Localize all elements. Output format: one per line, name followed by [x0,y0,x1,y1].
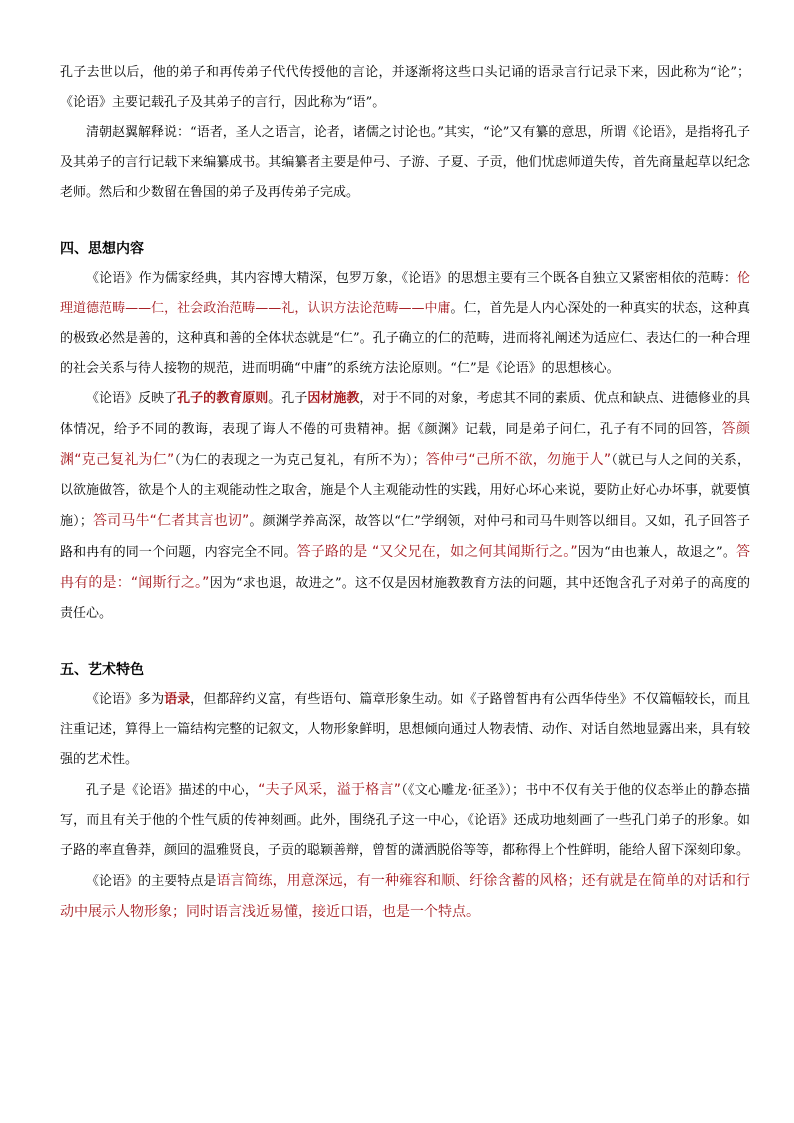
text-run: （为仁的表现之一为克己复礼，有所不为）； [174,453,426,468]
highlight-education-principle: 孔子的教育原则 [177,391,269,406]
text-run: 。孔子 [268,391,308,406]
highlight-answer-yan-yuan: 答颜渊“克己复礼为仁” [60,421,750,468]
text-run: ，但都辞约义富，有些语句、篇章形象生动。如《子路曾皙冉有公西华侍坐》不仅篇幅较长，而且注重记述，算得上一篇结构完整的记叙文，人物形象鲜明，思想倾向通过人物表情、动作、对话自然地显露出来，具有较强的艺术性。 [60,692,750,767]
paragraph-main-features [60,866,750,928]
paragraph-text: 清朝赵翼解释说：“语者，圣人之语言，论者，诸儒之讨论也。”其实，“论”又有纂的意思，所谓《论语》，是指将孔子及其弟子的言行记载下来编纂成书。其编纂者主要是仲弓、子游、子夏、子贡，他们忧虑师道失传，首先商量起草以纪念老师。然后和少数留在鲁国的弟子及再传弟子完成。 [60,125,750,200]
text-run: （就已与人之间的关系，以欲施做答，欲是个人的主观能动性之取舍，施是个人主观能动性的实践，用好心坏心来说，要防止好心办坏事，就要慎施）； [60,453,750,529]
highlight-quotations: 语录 [164,692,191,707]
text-run: 因为“求也退，故进之”。这不仅是因材施教教育方法的问题，其中还饱含孔子对弟子的高度的责任心。 [60,576,750,621]
highlight-answer-sima-niu: 答司马牛“仁者其言也讱” [92,513,250,529]
paragraph-confucius-center [60,775,750,866]
text-run: 孔子是《论语》描述的中心， [86,783,259,798]
text-run: 。颜渊学养高深，故答以“仁”学纲领，对仲弓和司马牛则答以细目。又如，孔子回答子路和冉有的同一个问题，内容完全不同。 [60,514,750,560]
text-run: 因为“由也兼人，故退之”。 [577,545,736,560]
paragraph-three-categories [60,264,750,384]
highlight-answer-ran-you: 答冉有的是：“闻斯行之。” [60,544,750,591]
text-run: （《文心雕龙·征圣》）；书中不仅有关于他的仪态举止的静态描写，而且有关于他的个性气质的传神刻画。此外，围绕孔子这一中心，《论语》还成功地刻画了一些孔门弟子的形象。如子路的率直鲁莽，颜回的温雅贤良，子贡的聪颖善辩，曾皙的潇洒脱俗等等，都称得上个性鲜明，能给人留下深刻印象。 [60,783,750,858]
section-heading-thought-content: 四、思想内容 [60,241,144,257]
paragraph-origin-of-name [60,58,750,118]
highlight-answer-zhong-gong: 答仲弓“己所不欲，勿施于人” [425,452,612,468]
text-run: 《论语》反映了 [86,391,178,406]
paragraph-quotations [60,685,750,775]
paragraph-education-principle [60,384,750,629]
paragraph-text: 孔子去世以后，他的弟子和再传弟子代代传授他的言论，并逐渐将这些口头记诵的语录言行记录下来，因此称为“论”；《论语》主要记载孔子及其弟子的言行，因此称为“语”。 [60,65,750,110]
highlight-main-features: 语言简练，用意深远，有一种雍容和顺、纡徐含蓄的风格；还有就是在简单的对话和行动中展示人物形象；同时语言浅近易懂，接近口语，也是一个特点。 [60,873,750,920]
highlight-answer-zilu: 答子路的是 “又父兄在，如之何其闻斯行之。” [296,544,578,560]
highlight-teaching-by-aptitude: 因材施教 [307,391,360,406]
text-run: ，对于不同的对象，考虑其不同的素质、优点和缺点、进德修业的具体情况，给予不同的教诲，表现了诲人不倦的可贵精神。据《颜渊》记载，同是弟子问仁，孔子有不同的回答， [60,391,750,437]
document-page [60,58,750,928]
paragraph-zhao-yi-explanation [60,118,750,208]
section-heading-artistic-features: 五、艺术特色 [60,662,144,678]
text-run: 《论语》作为儒家经典，其内容博大精深，包罗万象，《论语》的思想主要有三个既各自独立又紧密相依的范畴： [86,271,737,286]
highlight-categories: 伦理道德范畴——仁，社会政治范畴——礼，认识方法论范畴——中庸 [60,271,750,316]
text-run: 。仁，首先是人内心深处的一种真实的状态，这种真的极致必然是善的，这种真和善的全体状态就是“仁”。孔子确立的仁的范畴，进而将礼阐述为适应仁、表达仁的一种合理的社会关系与待人接物的规范，进而明确“中庸”的系统方法论原则。“仁”是《论语》的思想核心。 [60,301,750,376]
text-run: 《论语》多为 [86,692,165,707]
highlight-master-style: “夫子风采，溢于格言” [258,782,401,798]
text-run: 《论语》的主要特点是 [86,874,217,889]
